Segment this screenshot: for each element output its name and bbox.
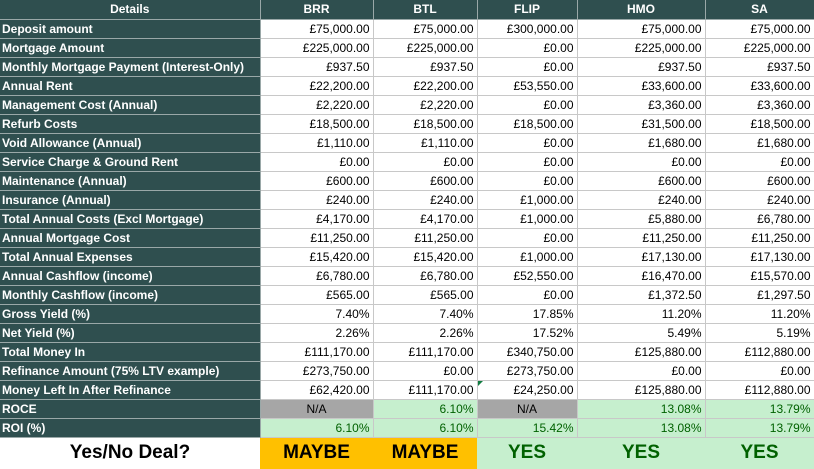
cell-sa[interactable]: £11,250.00 <box>705 228 814 247</box>
cell-flip[interactable]: 15.42% <box>477 418 577 437</box>
cell-brr[interactable]: £75,000.00 <box>260 19 373 38</box>
cell-flip[interactable]: £0.00 <box>477 285 577 304</box>
header-hmo[interactable]: HMO <box>577 0 705 19</box>
cell-sa[interactable]: 11.20% <box>705 304 814 323</box>
table-row <box>0 247 814 266</box>
table-row <box>0 171 814 190</box>
cell-brr[interactable]: 7.40% <box>260 304 373 323</box>
cell-flip[interactable]: £273,750.00 <box>477 361 577 380</box>
cell-btl[interactable]: £6,780.00 <box>373 266 477 285</box>
header-brr[interactable]: BRR <box>260 0 373 19</box>
cell-brr[interactable]: £240.00 <box>260 190 373 209</box>
cell-hmo[interactable]: £5,880.00 <box>577 209 705 228</box>
cell-sa[interactable]: £6,780.00 <box>705 209 814 228</box>
row-label[interactable]: Gross Yield (%) <box>0 304 260 323</box>
cell-btl[interactable]: £0.00 <box>373 361 477 380</box>
cell-flip[interactable]: £0.00 <box>477 171 577 190</box>
cell-sa[interactable]: 5.19% <box>705 323 814 342</box>
deal-verdict-btl[interactable]: MAYBE <box>373 437 477 469</box>
cell-sa[interactable]: £1,680.00 <box>705 133 814 152</box>
header-details[interactable]: Details <box>0 0 260 19</box>
header-sa[interactable]: SA <box>705 0 814 19</box>
row-label[interactable]: Insurance (Annual) <box>0 190 260 209</box>
cell-sa[interactable]: £1,297.50 <box>705 285 814 304</box>
row-label[interactable]: Refinance Amount (75% LTV example) <box>0 361 260 380</box>
table-row <box>0 57 814 76</box>
cell-sa[interactable]: £33,600.00 <box>705 76 814 95</box>
table-row <box>0 304 814 323</box>
table-row <box>0 133 814 152</box>
cell-btl[interactable]: 7.40% <box>373 304 477 323</box>
cell-brr[interactable]: £15,420.00 <box>260 247 373 266</box>
cell-sa[interactable]: £112,880.00 <box>705 380 814 399</box>
table-row <box>0 266 814 285</box>
cell-btl[interactable]: £22,200.00 <box>373 76 477 95</box>
cell-flip[interactable]: £0.00 <box>477 152 577 171</box>
cell-btl[interactable]: £111,170.00 <box>373 380 477 399</box>
row-label[interactable]: Deposit amount <box>0 19 260 38</box>
cell-hmo[interactable]: £31,500.00 <box>577 114 705 133</box>
table-body <box>0 19 814 469</box>
row-label[interactable]: Monthly Cashflow (income) <box>0 285 260 304</box>
cell-hmo[interactable]: £600.00 <box>577 171 705 190</box>
deal-verdict-brr[interactable]: MAYBE <box>260 437 373 469</box>
row-label[interactable]: Refurb Costs <box>0 114 260 133</box>
cell-flip[interactable]: £1,000.00 <box>477 247 577 266</box>
cell-flip[interactable]: N/A <box>477 399 577 418</box>
row-label[interactable]: Mortgage Amount <box>0 38 260 57</box>
table-row <box>0 152 814 171</box>
table-row <box>0 114 814 133</box>
cell-btl[interactable]: £937.50 <box>373 57 477 76</box>
cell-sa[interactable]: £112,880.00 <box>705 342 814 361</box>
cell-hmo[interactable]: £11,250.00 <box>577 228 705 247</box>
cell-btl[interactable]: £111,170.00 <box>373 342 477 361</box>
cell-flip[interactable]: £18,500.00 <box>477 114 577 133</box>
cell-btl[interactable]: £600.00 <box>373 171 477 190</box>
row-label[interactable]: Total Annual Expenses <box>0 247 260 266</box>
row-label[interactable]: Money Left In After Refinance <box>0 380 260 399</box>
cell-brr[interactable]: £22,200.00 <box>260 76 373 95</box>
cell-btl[interactable]: £4,170.00 <box>373 209 477 228</box>
cell-flip[interactable]: £0.00 <box>477 38 577 57</box>
cell-hmo[interactable]: £17,130.00 <box>577 247 705 266</box>
cell-hmo[interactable]: £0.00 <box>577 152 705 171</box>
table-row <box>0 418 814 437</box>
table-row <box>0 323 814 342</box>
cell-sa[interactable]: £75,000.00 <box>705 19 814 38</box>
cell-brr[interactable]: £225,000.00 <box>260 38 373 57</box>
cell-sa[interactable]: £18,500.00 <box>705 114 814 133</box>
cell-sa[interactable]: £15,570.00 <box>705 266 814 285</box>
cell-flip[interactable]: 17.85% <box>477 304 577 323</box>
deal-label[interactable]: Yes/No Deal? <box>0 437 260 469</box>
cell-flip[interactable]: £52,550.00 <box>477 266 577 285</box>
row-label[interactable]: Maintenance (Annual) <box>0 171 260 190</box>
deal-row <box>0 437 814 469</box>
table-row <box>0 399 814 418</box>
row-label[interactable]: Management Cost (Annual) <box>0 95 260 114</box>
cell-btl[interactable]: £1,110.00 <box>373 133 477 152</box>
deal-verdict-hmo[interactable]: YES <box>577 437 705 469</box>
cell-btl[interactable]: £75,000.00 <box>373 19 477 38</box>
cell-brr[interactable]: 6.10% <box>260 418 373 437</box>
cell-hmo[interactable]: £3,360.00 <box>577 95 705 114</box>
cell-hmo[interactable]: 13.08% <box>577 399 705 418</box>
table-row <box>0 285 814 304</box>
cell-btl[interactable]: £565.00 <box>373 285 477 304</box>
cell-hmo[interactable]: 11.20% <box>577 304 705 323</box>
cell-flip[interactable]: £0.00 <box>477 57 577 76</box>
row-label[interactable]: Void Allowance (Annual) <box>0 133 260 152</box>
cell-hmo[interactable]: £937.50 <box>577 57 705 76</box>
cell-brr[interactable]: N/A <box>260 399 373 418</box>
table-row <box>0 228 814 247</box>
cell-flip[interactable]: £53,550.00 <box>477 76 577 95</box>
cell-flip[interactable]: 17.52% <box>477 323 577 342</box>
cell-flip[interactable]: £340,750.00 <box>477 342 577 361</box>
cell-hmo[interactable]: £125,880.00 <box>577 380 705 399</box>
row-label[interactable]: Net Yield (%) <box>0 323 260 342</box>
cell-brr[interactable]: £565.00 <box>260 285 373 304</box>
cell-hmo[interactable]: £0.00 <box>577 361 705 380</box>
cell-hmo[interactable]: 5.49% <box>577 323 705 342</box>
row-label[interactable]: Annual Mortgage Cost <box>0 228 260 247</box>
cell-hmo[interactable]: £16,470.00 <box>577 266 705 285</box>
table-row <box>0 342 814 361</box>
table-row <box>0 190 814 209</box>
cell-flip[interactable]: £1,000.00 <box>477 190 577 209</box>
row-label[interactable]: ROI (%) <box>0 418 260 437</box>
table-row <box>0 19 814 38</box>
cell-flip[interactable]: £0.00 <box>477 95 577 114</box>
cell-hmo[interactable]: £33,600.00 <box>577 76 705 95</box>
row-label[interactable]: Annual Rent <box>0 76 260 95</box>
cell-btl[interactable]: 2.26% <box>373 323 477 342</box>
cell-sa[interactable]: 13.79% <box>705 399 814 418</box>
cell-hmo[interactable]: £1,372.50 <box>577 285 705 304</box>
row-label[interactable]: Total Money In <box>0 342 260 361</box>
deal-verdict-flip[interactable]: YES <box>477 437 577 469</box>
cell-btl[interactable]: £15,420.00 <box>373 247 477 266</box>
cell-btl[interactable]: 6.10% <box>373 418 477 437</box>
cell-sa[interactable]: £3,360.00 <box>705 95 814 114</box>
row-label[interactable]: Annual Cashflow (income) <box>0 266 260 285</box>
cell-btl[interactable]: 6.10% <box>373 399 477 418</box>
cell-flip[interactable]: £24,250.00 <box>477 380 577 399</box>
header-btl[interactable]: BTL <box>373 0 477 19</box>
cell-btl[interactable]: £0.00 <box>373 152 477 171</box>
cell-hmo[interactable]: £125,880.00 <box>577 342 705 361</box>
cell-btl[interactable]: £240.00 <box>373 190 477 209</box>
cell-brr[interactable]: £6,780.00 <box>260 266 373 285</box>
cell-sa[interactable]: £600.00 <box>705 171 814 190</box>
cell-sa[interactable]: £225,000.00 <box>705 38 814 57</box>
row-label[interactable]: Service Charge & Ground Rent <box>0 152 260 171</box>
cell-brr[interactable]: 2.26% <box>260 323 373 342</box>
header-flip[interactable]: FLIP <box>477 0 577 19</box>
row-label[interactable]: Monthly Mortgage Payment (Interest-Only) <box>0 57 260 76</box>
cell-btl[interactable]: £2,220.00 <box>373 95 477 114</box>
table-row <box>0 95 814 114</box>
table-row <box>0 361 814 380</box>
cell-hmo[interactable]: £225,000.00 <box>577 38 705 57</box>
cell-brr[interactable]: £62,420.00 <box>260 380 373 399</box>
table-row <box>0 380 814 399</box>
row-label[interactable]: Total Annual Costs (Excl Mortgage) <box>0 209 260 228</box>
row-label[interactable]: ROCE <box>0 399 260 418</box>
cell-brr[interactable]: £0.00 <box>260 152 373 171</box>
cell-sa[interactable]: £0.00 <box>705 361 814 380</box>
cell-brr[interactable]: £600.00 <box>260 171 373 190</box>
cell-brr[interactable]: £937.50 <box>260 57 373 76</box>
table-row <box>0 76 814 95</box>
cell-brr[interactable]: £4,170.00 <box>260 209 373 228</box>
cell-btl[interactable]: £18,500.00 <box>373 114 477 133</box>
cell-btl[interactable]: £225,000.00 <box>373 38 477 57</box>
cell-btl[interactable]: £11,250.00 <box>373 228 477 247</box>
header-row <box>0 0 814 19</box>
cell-brr[interactable]: £11,250.00 <box>260 228 373 247</box>
cell-brr[interactable]: £2,220.00 <box>260 95 373 114</box>
cell-flip[interactable]: £0.00 <box>477 228 577 247</box>
cell-hmo[interactable]: 13.08% <box>577 418 705 437</box>
table-row <box>0 209 814 228</box>
deal-verdict-sa[interactable]: YES <box>705 437 814 469</box>
cell-flip[interactable]: £300,000.00 <box>477 19 577 38</box>
cell-flip[interactable]: £0.00 <box>477 133 577 152</box>
cell-brr[interactable]: £1,110.00 <box>260 133 373 152</box>
cell-brr[interactable]: £273,750.00 <box>260 361 373 380</box>
cell-flip[interactable]: £1,000.00 <box>477 209 577 228</box>
table-row <box>0 38 814 57</box>
cell-sa[interactable]: 13.79% <box>705 418 814 437</box>
cell-sa[interactable]: £0.00 <box>705 152 814 171</box>
cell-hmo[interactable]: £75,000.00 <box>577 19 705 38</box>
cell-sa[interactable]: £240.00 <box>705 190 814 209</box>
cell-sa[interactable]: £937.50 <box>705 57 814 76</box>
cell-hmo[interactable]: £1,680.00 <box>577 133 705 152</box>
cell-brr[interactable]: £111,170.00 <box>260 342 373 361</box>
cell-sa[interactable]: £17,130.00 <box>705 247 814 266</box>
cell-hmo[interactable]: £240.00 <box>577 190 705 209</box>
cell-brr[interactable]: £18,500.00 <box>260 114 373 133</box>
